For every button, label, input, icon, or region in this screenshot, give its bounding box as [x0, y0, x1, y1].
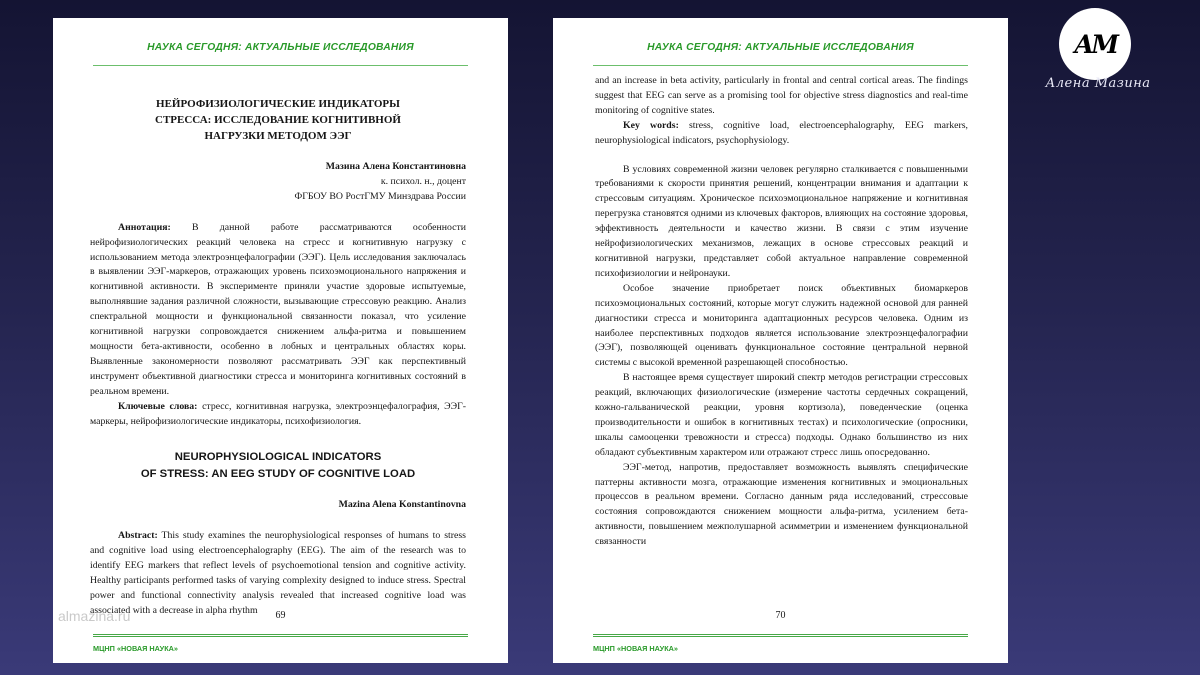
- footer-rule: [593, 634, 968, 637]
- page-left-content: [90, 76, 466, 619]
- brand-signature: Алена Мазина: [1045, 76, 1151, 91]
- abstract-ru: [90, 221, 466, 400]
- header-rule: [593, 65, 968, 66]
- body-paragraph: Особое значение приобретает поиск объективных биомаркеров психоэмоциональных состояний, которые могут служить надежной основой для ранней диагностики стресса и мониторинга адаптационных ресурсов человека. Одним из наиболее перспективных подходов является использование электроэнцефалографии (ЭЭГ), позволяющей оценивать функциональное состояние центральной нервной системы с высокой временной разрешающей способностью.: [595, 282, 968, 369]
- author-en: Mazina Alena Konstantinovna: [338, 499, 466, 511]
- body-paragraph: В настоящее время существует широкий спектр методов регистрации стрессовых реакций, включающих физиологические (измерение частоты сердечных сокращений, кожно-гальванической реакции, уровня кортизола), поведенческие (оценка производительности и ошибок в когнитивных тестах) и психологические (опросники, шкалы самооценки тревожности и стресса) подходы. Однако большинство из них обладают субъективным характером или отражают стресс лишь опосредованно.: [595, 372, 968, 458]
- running-head: НАУКА СЕГОДНЯ: АКТУАЛЬНЫЕ ИССЛЕДОВАНИЯ: [147, 42, 414, 53]
- abstract-ru-text: В данной работе рассматриваются особенности нейрофизиологических реакций человека на стресс и когнитивную нагрузку с использованием метода электроэнцефалографии (ЭЭГ). Цель исследования заключалась в выявлении ЭЭГ-маркеров, отражающих уровень психоэмоционального напряжения и когнитивной активности. В эксперименте приняли участие здоровые испытуемые, выполнявшие задания различной сложности, вызывающие стрессовую реакцию. Анализ спектральной мощности и функциональной связанности показал, что усиление когнитивной нагрузки сопровождается снижением альфа-ритма и повышением мощности бета-активности, особенно в лобных и центральных областях коры. Выявленные закономерности позволяют рассматривать ЭЭГ как перспективный инструмент объективной диагностики стресса и мониторинга когнитивных состояний в реальном времени.: [90, 221, 466, 397]
- keywords-en-label: Key words:: [623, 119, 679, 131]
- page-number: 70: [775, 610, 786, 621]
- abstract-en-label: Abstract:: [118, 530, 158, 542]
- abstract-ru-label: Аннотация:: [118, 221, 171, 233]
- footer-label: МЦНП «НОВАЯ НАУКА»: [93, 644, 178, 653]
- body-paragraph: ЭЭГ-метод, напротив, предоставляет возможность выявлять специфические паттерны активности мозга, отражающие изменения когнитивных и эмоциональных процессов в реальном времени. Согласно данным ряда исследований, стрессовые состояния сопровождаются снижением мощности альфа-ритма, усилением бета-активности, повышением межполушарной асимметрии и изменением функциональной связанности: [595, 461, 968, 548]
- keywords-en-text: stress, cognitive load, electroencephalography, EEG markers, neurophysiological indicators, psychophysiology.: [595, 119, 968, 146]
- article-title-ru: НЕЙРОФИЗИОЛОГИЧЕСКИЕ ИНДИКАТОРЫ СТРЕССА: ИССЛЕДОВАНИЕ КОГНИТИВНОЙ НАГРУЗКИ МЕТОДОМ ЭЭГ: [155, 98, 401, 142]
- author-affiliation: ФГБОУ ВО РостГМУ Минздрава России: [294, 190, 466, 202]
- page-left: [53, 18, 508, 663]
- footer-rule: [93, 634, 468, 637]
- footer-label: МЦНП «НОВАЯ НАУКА»: [593, 644, 678, 653]
- logo-monogram: АМ: [1073, 29, 1117, 59]
- page-right-content: [595, 74, 968, 550]
- keywords-ru-label: Ключевые слова:: [118, 400, 198, 412]
- running-head: НАУКА СЕГОДНЯ: АКТУАЛЬНЫЕ ИССЛЕДОВАНИЯ: [647, 42, 914, 53]
- page-number: 69: [275, 610, 286, 621]
- article-title-en-line2: OF STRESS: AN EEG STUDY OF COGNITIVE LOAD: [140, 467, 416, 480]
- page-right: [553, 18, 1008, 663]
- abstract-en: [90, 529, 466, 618]
- site-watermark: almazina.ru: [58, 608, 131, 624]
- article-title-en-line1: NEUROPHYSIOLOGICAL INDICATORS: [174, 451, 382, 464]
- keywords-ru: [90, 400, 466, 430]
- keywords-ru-text: стресс, когнитивная нагрузка, электроэнцефалография, ЭЭГ-маркеры, нейрофизиологические индикаторы, психофизиология.: [90, 400, 466, 427]
- header-rule: [93, 65, 468, 66]
- abstract-en-continuation: and an increase in beta activity, particularly in frontal and central cortical areas. The findings suggest that EEG can serve as a promising tool for objective stress diagnostics and real-time monitoring of cognitive states.: [595, 75, 968, 116]
- body-paragraph: В условиях современной жизни человек регулярно сталкивается с повышенными требованиями к скорости принятия решений, концентрации внимания и адаптации к стрессовым ситуациям. Хроническое психоэмоциональное напряжение и когнитивная перегрузка становятся одними из ключевых факторов, влияющих на состояние здоровья, эффективность деятельности и качество жизни. В связи с этим изучение нейрофизиологических механизмов, лежащих в основе стрессовых реакций и когнитивной нагрузки, представляет собой актуальное направление современной психофизиологии и нейронауки.: [595, 163, 968, 279]
- keywords-en: [595, 119, 968, 149]
- abstract-en-text: This study examines the neurophysiological responses of humans to stress and cognitive load using electroencephalography (EEG). The aim of the research was to identify EEG markers that reflect levels of psychoemotional tension and cognitive activity. Healthy participants performed tasks of varying complexity designed to induce stress. Spectral power and functional connectivity analysis revealed that increased cognitive load was associated with a decrease in alpha rhythm: [90, 530, 466, 616]
- author-degree: к. психол. н., доцент: [380, 175, 466, 187]
- brand-logo: [1059, 8, 1131, 80]
- author-ru: Мазина Алена Константиновна: [325, 161, 466, 172]
